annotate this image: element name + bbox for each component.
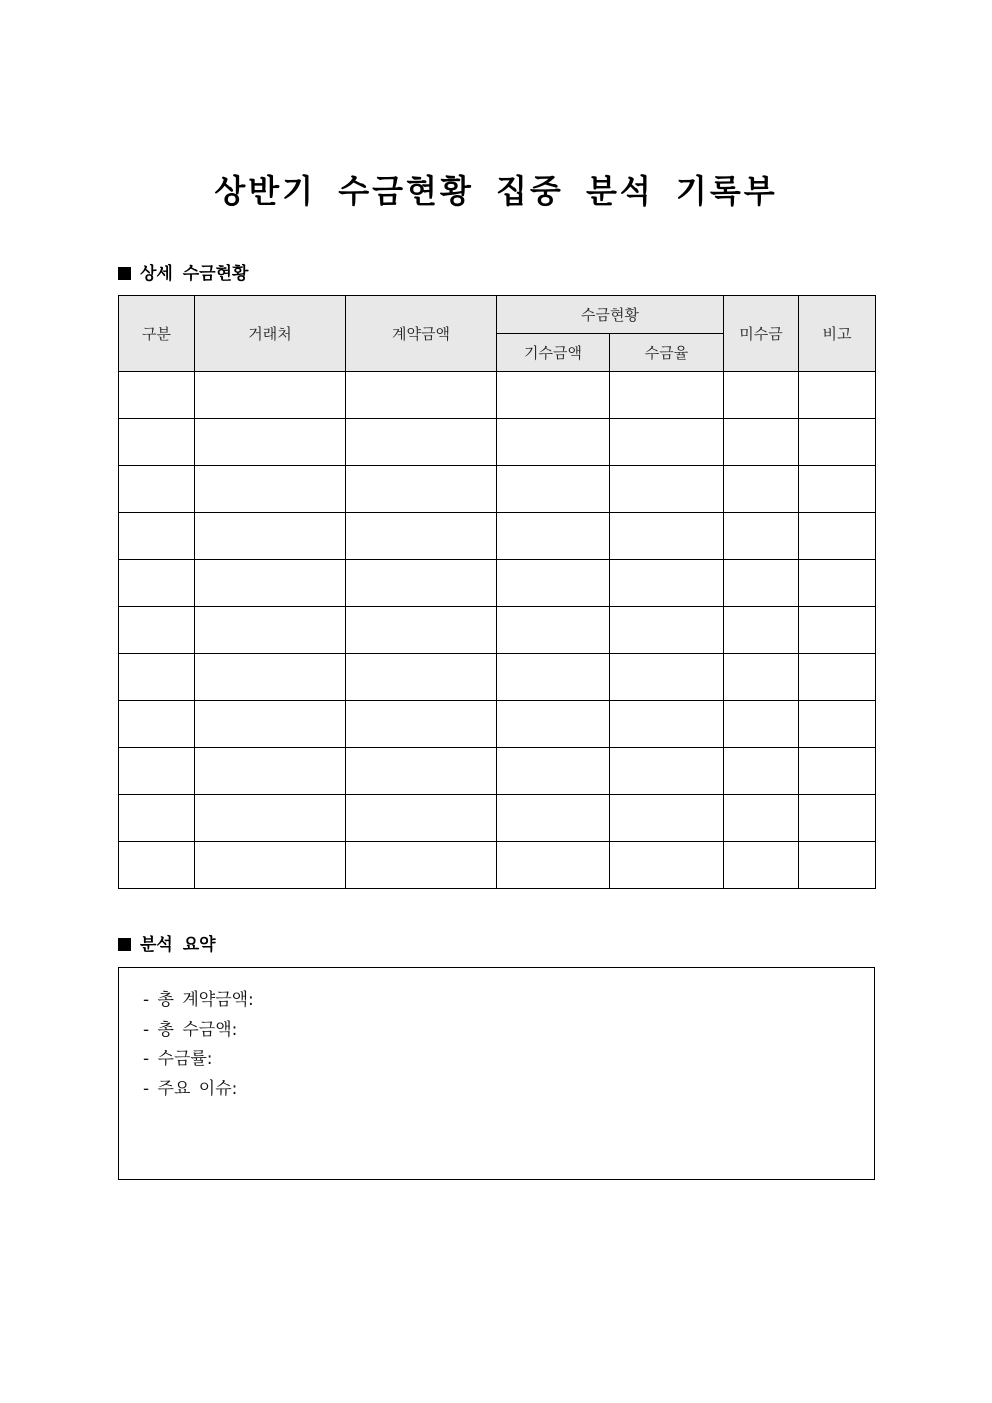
cell-client[interactable] (195, 372, 346, 419)
cell-contract-amount[interactable] (346, 748, 497, 795)
cell-category[interactable] (119, 560, 195, 607)
cell-remarks[interactable] (799, 748, 876, 795)
table-row (119, 701, 876, 748)
cell-collection-rate[interactable] (610, 372, 724, 419)
cell-collected-amount[interactable] (497, 842, 610, 889)
cell-contract-amount[interactable] (346, 795, 497, 842)
cell-client[interactable] (195, 560, 346, 607)
cell-remarks[interactable] (799, 795, 876, 842)
cell-collected-amount[interactable] (497, 560, 610, 607)
header-category: 구분 (119, 296, 195, 372)
cell-contract-amount[interactable] (346, 842, 497, 889)
cell-remarks[interactable] (799, 560, 876, 607)
header-outstanding: 미수금 (724, 296, 799, 372)
cell-collection-rate[interactable] (610, 748, 724, 795)
header-collection-rate: 수금율 (610, 334, 724, 372)
cell-collection-rate[interactable] (610, 842, 724, 889)
cell-contract-amount[interactable] (346, 466, 497, 513)
cell-client[interactable] (195, 654, 346, 701)
header-collected-amount: 기수금액 (497, 334, 610, 372)
table-row (119, 466, 876, 513)
cell-collected-amount[interactable] (497, 466, 610, 513)
cell-outstanding[interactable] (724, 372, 799, 419)
cell-outstanding[interactable] (724, 654, 799, 701)
cell-category[interactable] (119, 701, 195, 748)
cell-contract-amount[interactable] (346, 372, 497, 419)
cell-client[interactable] (195, 466, 346, 513)
cell-category[interactable] (119, 607, 195, 654)
cell-outstanding[interactable] (724, 419, 799, 466)
cell-outstanding[interactable] (724, 701, 799, 748)
table-row (119, 607, 876, 654)
summary-item-collection-rate: - 수금률: (143, 1049, 213, 1069)
cell-client[interactable] (195, 419, 346, 466)
cell-client[interactable] (195, 748, 346, 795)
cell-category[interactable] (119, 654, 195, 701)
cell-remarks[interactable] (799, 466, 876, 513)
cell-collection-rate[interactable] (610, 466, 724, 513)
header-contract-amount: 계약금액 (346, 296, 497, 372)
header-remarks: 비고 (799, 296, 876, 372)
table-row (119, 795, 876, 842)
table-row (119, 419, 876, 466)
cell-outstanding[interactable] (724, 466, 799, 513)
cell-outstanding[interactable] (724, 842, 799, 889)
cell-collection-rate[interactable] (610, 560, 724, 607)
cell-remarks[interactable] (799, 701, 876, 748)
cell-remarks[interactable] (799, 419, 876, 466)
cell-category[interactable] (119, 419, 195, 466)
cell-collection-rate[interactable] (610, 795, 724, 842)
cell-category[interactable] (119, 748, 195, 795)
section-heading-detail (118, 259, 248, 284)
square-bullet-icon (118, 938, 131, 951)
cell-collection-rate[interactable] (610, 654, 724, 701)
cell-remarks[interactable] (799, 513, 876, 560)
cell-contract-amount[interactable] (346, 654, 497, 701)
cell-client[interactable] (195, 842, 346, 889)
cell-remarks[interactable] (799, 654, 876, 701)
section-heading-summary-label: 분석 요약 (140, 935, 216, 955)
cell-collected-amount[interactable] (497, 795, 610, 842)
summary-item-key-issues: - 주요 이슈: (143, 1078, 238, 1099)
cell-collection-rate[interactable] (610, 701, 724, 748)
cell-category[interactable] (119, 513, 195, 560)
cell-category[interactable] (119, 466, 195, 513)
table-row (119, 748, 876, 795)
cell-contract-amount[interactable] (346, 513, 497, 560)
cell-outstanding[interactable] (724, 607, 799, 654)
cell-remarks[interactable] (799, 607, 876, 654)
summary-box (118, 967, 875, 1180)
cell-category[interactable] (119, 842, 195, 889)
cell-collected-amount[interactable] (497, 701, 610, 748)
cell-collection-rate[interactable] (610, 607, 724, 654)
cell-category[interactable] (119, 795, 195, 842)
cell-contract-amount[interactable] (346, 419, 497, 466)
table-row (119, 513, 876, 560)
cell-collected-amount[interactable] (497, 654, 610, 701)
summary-item-total-contract: - 총 계약금액: (143, 990, 254, 1010)
cell-outstanding[interactable] (724, 795, 799, 842)
cell-remarks[interactable] (799, 372, 876, 419)
cell-outstanding[interactable] (724, 513, 799, 560)
cell-remarks[interactable] (799, 842, 876, 889)
cell-contract-amount[interactable] (346, 701, 497, 748)
cell-client[interactable] (195, 607, 346, 654)
cell-client[interactable] (195, 701, 346, 748)
summary-list (119, 968, 874, 1104)
cell-collected-amount[interactable] (497, 607, 610, 654)
cell-contract-amount[interactable] (346, 560, 497, 607)
cell-collection-rate[interactable] (610, 513, 724, 560)
summary-item-total-collected: - 총 수금액: (143, 1019, 238, 1040)
section-heading-detail-label: 상세 수금현황 (140, 264, 249, 284)
header-collection-status: 수금현황 (497, 296, 724, 334)
table-row (119, 654, 876, 701)
cell-contract-amount[interactable] (346, 607, 497, 654)
square-bullet-icon (118, 267, 131, 280)
cell-category[interactable] (119, 372, 195, 419)
header-client: 거래처 (195, 296, 346, 372)
section-heading-summary (118, 930, 216, 955)
cell-client[interactable] (195, 795, 346, 842)
cell-collection-rate[interactable] (610, 419, 724, 466)
collection-status-table (118, 295, 876, 889)
cell-collected-amount[interactable] (497, 513, 610, 560)
table-row (119, 560, 876, 607)
cell-outstanding[interactable] (724, 748, 799, 795)
table-row (119, 372, 876, 419)
table-row (119, 842, 876, 889)
cell-collected-amount[interactable] (497, 748, 610, 795)
cell-client[interactable] (195, 513, 346, 560)
cell-collected-amount[interactable] (497, 372, 610, 419)
document-title: 상반기 수금현황 집중 분석 기록부 (214, 172, 778, 210)
cell-outstanding[interactable] (724, 560, 799, 607)
cell-collected-amount[interactable] (497, 419, 610, 466)
